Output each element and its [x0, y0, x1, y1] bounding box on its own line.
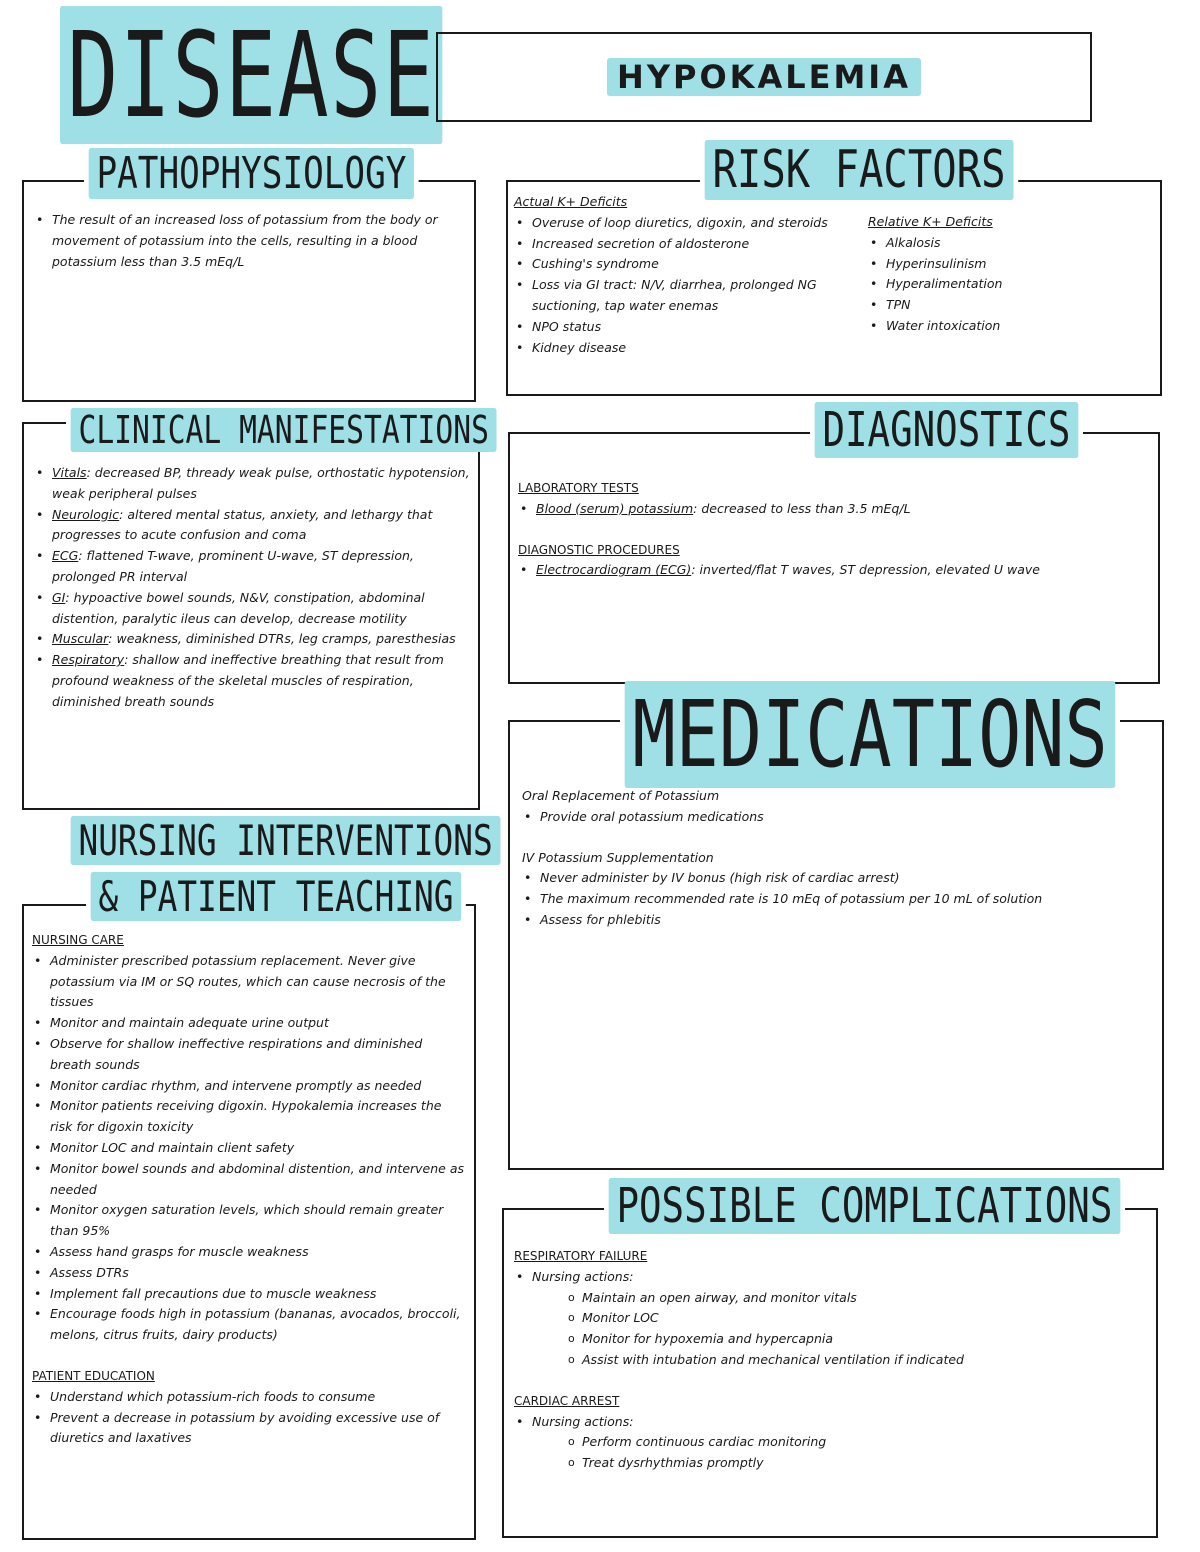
list-item: • Monitor bowel sounds and abdominal distention, and intervene as needed [32, 1159, 464, 1201]
list-item: • Prevent a decrease in potassium by avoiding excessive use of diuretics and laxatives [32, 1408, 464, 1450]
complications-heading: POSSIBLE COMPLICATIONS [604, 1180, 1125, 1233]
list-item: o Monitor for hypoxemia and hypercapnia [566, 1329, 1144, 1350]
list-item: • Cushing's syndrome [514, 254, 844, 275]
nursing-edu-label: PATIENT EDUCATION [32, 1368, 155, 1383]
list-item: • Provide oral potassium medications [522, 807, 1152, 828]
diagnostics-heading: DIAGNOSTICS [810, 404, 1083, 457]
risk-relative-list [868, 233, 1138, 337]
item-separator: : [124, 652, 133, 668]
list-item: • The result of an increased loss of potassium from the body or movement of potassium into the cells, resulting in a blood potassium less than 3.5 mEq/L [34, 210, 454, 272]
disease-name: HYPOKALEMIA [607, 58, 921, 96]
complications-cardiac-action: • Nursing actions: [514, 1412, 1144, 1433]
item-label: Electrocardiogram (ECG) [536, 562, 692, 578]
list-item [518, 499, 1148, 520]
list-item: • TPN [868, 295, 1138, 316]
medications-oral-list [522, 807, 1152, 828]
page-title: DISEASE [60, 10, 443, 140]
list-item: • Kidney disease [514, 338, 844, 359]
item-text: inverted/flat T waves, ST depression, elevated U wave [699, 562, 1040, 578]
list-item: • Increased secretion of aldosterone [514, 234, 844, 255]
item-text: weakness, diminished DTRs, leg cramps, paresthesias [116, 631, 456, 647]
list-item: • Monitor and maintain adequate urine output [32, 1013, 464, 1034]
item-label: Respiratory [52, 652, 125, 668]
medications-content [522, 786, 1152, 931]
diagnostics-lab-list [518, 499, 1148, 520]
nursing-edu-list [32, 1387, 464, 1449]
item-separator: : [65, 589, 74, 605]
complications-resp-list [566, 1288, 1144, 1371]
risk-relative-label: Relative K+ Deficits [868, 214, 993, 229]
list-item: • Monitor oxygen saturation levels, which should remain greater than 95% [32, 1200, 464, 1242]
complications-resp-label: RESPIRATORY FAILURE [514, 1249, 648, 1263]
medications-heading: MEDICATIONS [620, 684, 1120, 785]
list-item: o Treat dysrhythmias promptly [566, 1453, 1144, 1474]
item-text: shallow and ineffective breathing that result from profound weakness of the skeletal muscles of respiration, diminished breath sounds [52, 652, 444, 709]
list-item [34, 588, 470, 630]
list-item: • Hyperalimentation [868, 274, 1138, 295]
list-item: • Assess DTRs [32, 1263, 464, 1284]
diagnostics-lab-label: LABORATORY TESTS [518, 481, 639, 495]
item-label: Muscular [52, 631, 109, 647]
nursing-heading-line2: & PATIENT TEACHING [86, 874, 466, 920]
list-item [34, 650, 470, 712]
risk-actual-list [514, 213, 844, 359]
medications-oral-label: Oral Replacement of Potassium [522, 788, 720, 803]
diagnostics-content [518, 478, 1148, 581]
item-separator: : [108, 631, 117, 647]
diagnostics-proc-label: DIAGNOSTIC PROCEDURES [518, 542, 680, 557]
item-text: flattened T-wave, prominent U-wave, ST depression, prolonged PR interval [52, 548, 414, 584]
list-item: • Observe for shallow ineffective respirations and diminished breath sounds [32, 1034, 464, 1076]
item-label: GI [52, 589, 66, 605]
item-separator: : [86, 465, 95, 480]
risk-actual-content [514, 192, 844, 358]
medications-iv-label: IV Potassium Supplementation [522, 849, 714, 865]
pathophysiology-content [34, 210, 454, 272]
list-item: • Implement fall precautions due to muscle weakness [32, 1284, 464, 1305]
list-item: o Maintain an open airway, and monitor vitals [566, 1288, 1144, 1309]
list-item [34, 505, 470, 547]
risk-actual-label: Actual K+ Deficits [514, 194, 628, 209]
nursing-care-list [32, 951, 464, 1346]
item-text: decreased BP, thready weak pulse, orthostatic hypotension, weak peripheral pulses [52, 465, 470, 501]
item-text: decreased to less than 3.5 mEq/L [701, 500, 911, 516]
item-text: altered mental status, anxiety, and lethargy that progresses to acute confusion and coma [52, 506, 433, 543]
list-item: • Monitor patients receiving digoxin. Hypokalemia increases the risk for digoxin toxicity [32, 1096, 464, 1138]
list-item: • Never administer by IV bonus (high risk of cardiac arrest) [522, 868, 1152, 889]
pathophysiology-list [34, 210, 454, 272]
list-item: • Assess for phlebitis [522, 910, 1152, 931]
list-item: • The maximum recommended rate is 10 mEq of potassium per 10 mL of solution [522, 889, 1152, 910]
risk-relative-content [868, 212, 1138, 337]
clinical-content [34, 463, 470, 713]
item-label: Blood (serum) potassium [536, 500, 694, 516]
list-item [34, 463, 470, 505]
list-item: • Monitor LOC and maintain client safety [32, 1138, 464, 1159]
list-item: • Hyperinsulinism [868, 254, 1138, 275]
list-item: • Administer prescribed potassium replacement. Never give potassium via IM or SQ routes, which can cause necrosis of the tissues [32, 951, 464, 1013]
list-item: • Encourage foods high in potassium (bananas, avocados, broccoli, melons, citrus fruits, dairy products) [32, 1304, 464, 1346]
complications-resp-action: • Nursing actions: [514, 1267, 1144, 1288]
disease-name-box [436, 32, 1092, 122]
item-separator: : [119, 506, 128, 522]
clinical-heading: CLINICAL MANIFESTATIONS [66, 410, 501, 452]
list-item: o Perform continuous cardiac monitoring [566, 1432, 1144, 1453]
list-item [34, 629, 470, 650]
nursing-heading-line1: NURSING INTERVENTIONS [66, 818, 505, 864]
item-separator: : [78, 548, 87, 564]
list-item: • Monitor cardiac rhythm, and intervene promptly as needed [32, 1076, 464, 1097]
complications-content [514, 1246, 1144, 1474]
item-label: Vitals [52, 465, 87, 480]
nursing-care-label: NURSING CARE [32, 933, 124, 947]
risk-factors-heading: RISK FACTORS [700, 142, 1018, 199]
list-item: • Assess hand grasps for muscle weakness [32, 1242, 464, 1263]
list-item: • Loss via GI tract: N/V, diarrhea, prolonged NG suctioning, tap water enemas [514, 275, 844, 317]
item-label: ECG [52, 548, 79, 564]
clinical-list [34, 463, 470, 713]
complications-cardiac-list [566, 1432, 1144, 1474]
list-item: • Alkalosis [868, 233, 1138, 254]
list-item [34, 546, 470, 588]
list-item: • Overuse of loop diuretics, digoxin, and steroids [514, 213, 844, 234]
list-item: o Monitor LOC [566, 1308, 1144, 1329]
item-separator: : [693, 500, 702, 516]
diagnostics-proc-list [518, 560, 1148, 581]
pathophysiology-heading: PATHOPHYSIOLOGY [84, 150, 419, 198]
list-item: • NPO status [514, 317, 844, 338]
list-item: • Understand which potassium-rich foods to consume [32, 1387, 464, 1408]
list-item: • Water intoxication [868, 316, 1138, 337]
complications-cardiac-label: CARDIAC ARREST [514, 1393, 620, 1408]
item-separator: : [691, 562, 700, 578]
item-label: Neurologic [52, 506, 120, 522]
list-item: o Assist with intubation and mechanical ventilation if indicated [566, 1350, 1144, 1371]
list-item [518, 560, 1148, 581]
medications-iv-list [522, 868, 1152, 930]
nursing-content [32, 930, 464, 1449]
item-text: hypoactive bowel sounds, N&V, constipation, abdominal distention, paralytic ileus can develop, decrease motility [52, 589, 425, 626]
